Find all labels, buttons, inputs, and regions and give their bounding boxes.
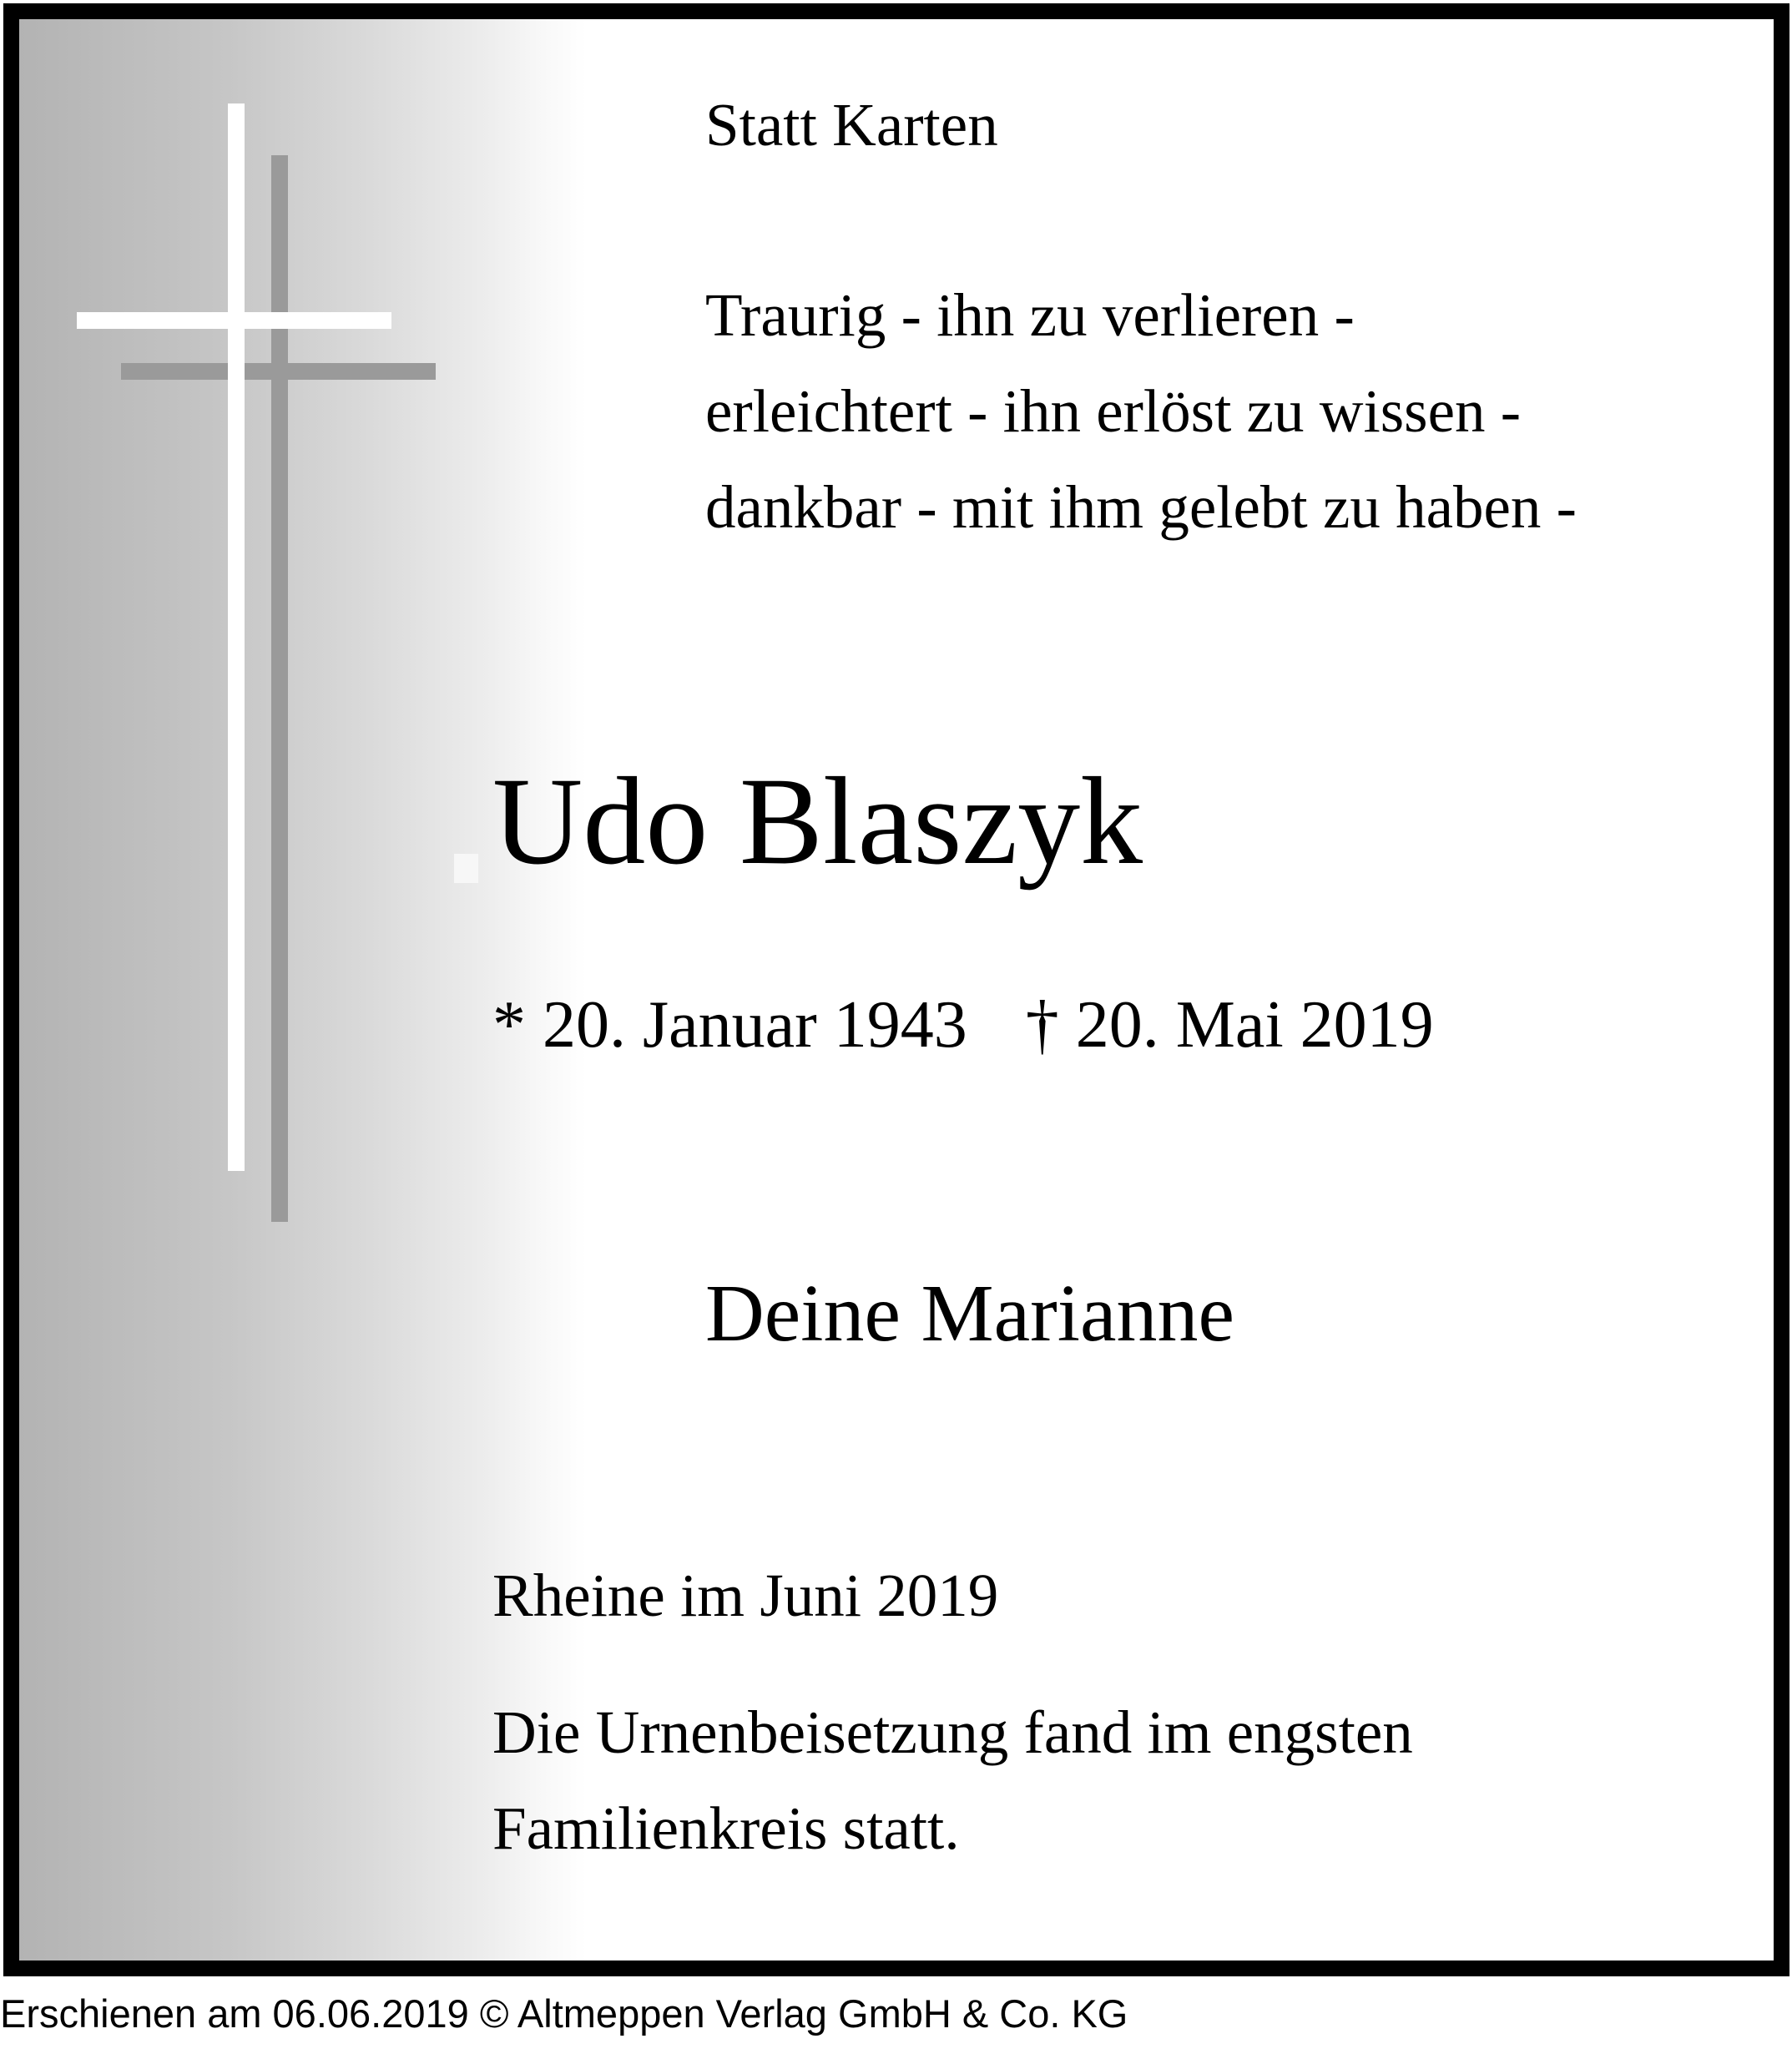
publication-credit: Erschienen am 06.06.2019 © Altmeppen Verlag GmbH & Co. KG bbox=[0, 1991, 1128, 2036]
death-date: † 20. Mai 2019 bbox=[1025, 988, 1434, 1062]
place-date: Rheine im Juni 2019 bbox=[492, 1562, 999, 1629]
burial-line: Familienkreis statt. bbox=[492, 1794, 960, 1862]
verse-line: Traurig - ihn zu verlieren - bbox=[705, 281, 1355, 349]
verse-line: erleichtert - ihn erlöst zu wissen - bbox=[705, 377, 1522, 445]
verse bbox=[705, 267, 1577, 555]
life-dates bbox=[492, 987, 1434, 1063]
deceased-name: Udo Blaszyk bbox=[492, 752, 1143, 891]
verse-line: dankbar - mit ihm gelebt zu haben - bbox=[705, 473, 1577, 541]
burial-notice bbox=[492, 1684, 1413, 1876]
signature: Deine Marianne bbox=[705, 1269, 1234, 1359]
notice-header: Statt Karten bbox=[705, 91, 998, 159]
cross-shadow-horizontal bbox=[121, 363, 436, 380]
decorative-speck bbox=[454, 854, 478, 883]
cross-horizontal bbox=[77, 312, 391, 329]
burial-line: Die Urnenbeisetzung fand im engsten bbox=[492, 1698, 1413, 1766]
cross-vertical bbox=[228, 103, 245, 1171]
birth-date: * 20. Januar 1943 bbox=[492, 988, 967, 1062]
